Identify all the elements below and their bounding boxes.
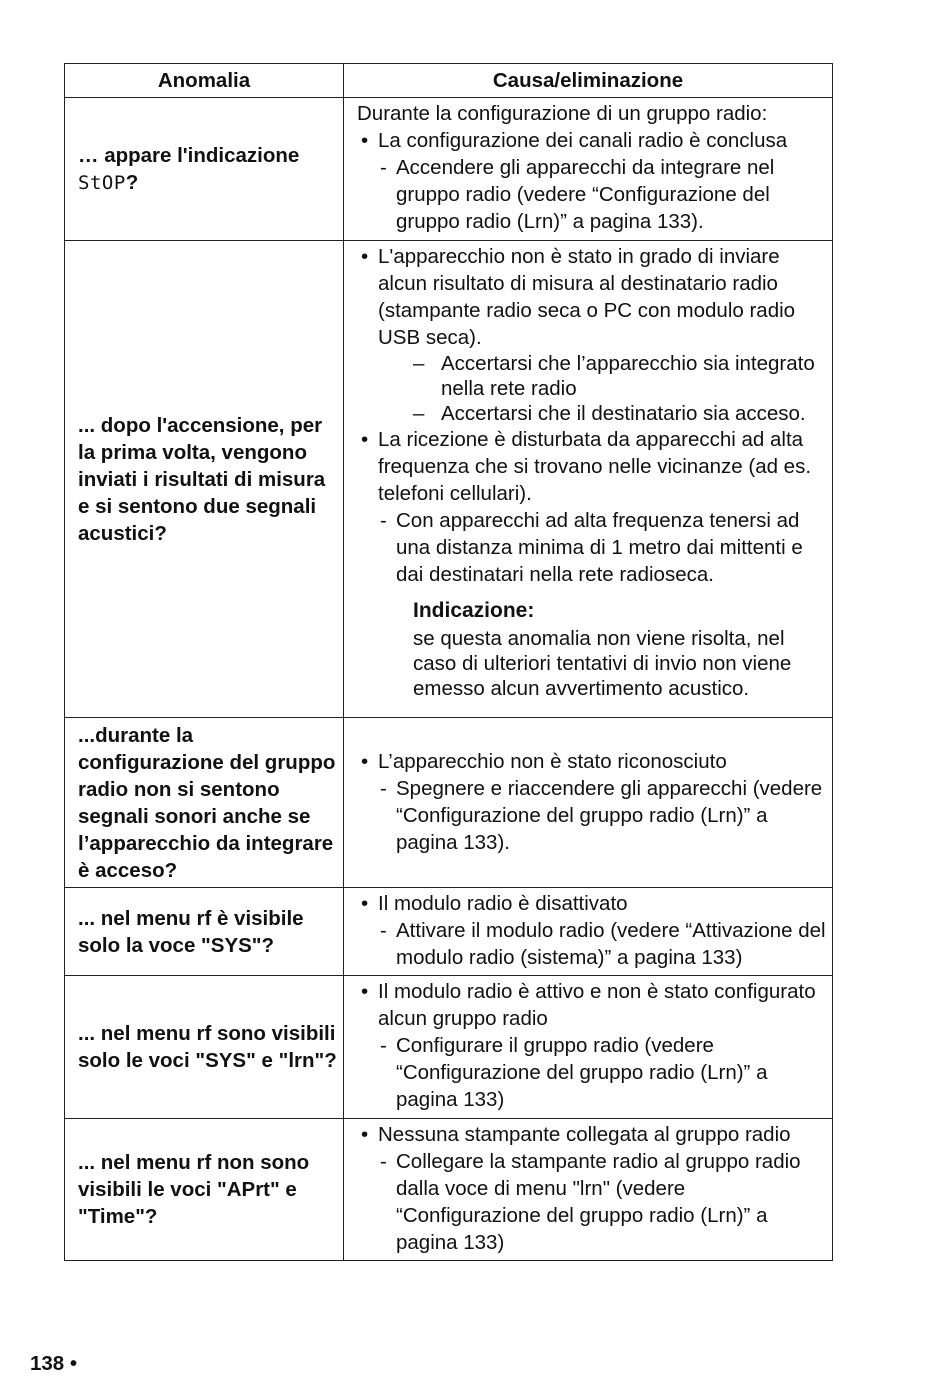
note-block xyxy=(357,596,829,701)
cause-cell xyxy=(344,241,833,718)
remedy-dash: - Spegnere e riaccendere gli apparecchi (vedere “Configurazione del gruppo radio (Lrn)” a pagina 133). xyxy=(357,775,829,856)
cause-bullet: • L'apparecchio non è stato in grado di inviare alcun risultato di misura al destinatario radio (stampante radio seca o PC con modulo radio USB seca). xyxy=(357,243,829,351)
page-number: 138 • xyxy=(30,1352,78,1375)
cause-cell xyxy=(344,98,833,241)
table-row xyxy=(65,98,833,241)
table-row xyxy=(65,888,833,976)
cause-bullet: • L’apparecchio non è stato riconosciuto xyxy=(357,748,829,775)
remedy-dash: - Attivare il modulo radio (vedere “Attivazione del modulo radio (sistema)” a pagina 133) xyxy=(357,917,829,971)
anomaly-text: … appare l'indicazione xyxy=(78,143,300,167)
header-anomalia: Anomalia xyxy=(65,64,344,98)
cause-intro: Durante la configurazione di un gruppo radio: xyxy=(357,102,768,125)
cause-bullet: • La ricezione è disturbata da apparecchi ad alta frequenza che si trovano nelle vicinanze (ad es. telefoni cellulari). xyxy=(357,426,829,507)
remedy-dash: - Configurare il gruppo radio (vedere “Configurazione del gruppo radio (Lrn)” a pagina 133) xyxy=(357,1032,829,1113)
remedy-dash: - Con apparecchi ad alta frequenza tenersi ad una distanza minima di 1 metro dai mittenti e dai destinatari nella rete radioseca. xyxy=(357,507,829,588)
header-causa-eliminazione: Causa/eliminazione xyxy=(344,64,833,98)
anomaly-cell: ... nel menu rf non sono visibili le voci "APrt" e "Time"? xyxy=(65,1119,344,1261)
table-row xyxy=(65,1119,833,1261)
cause-cell xyxy=(344,1119,833,1261)
cause-cell xyxy=(344,718,833,888)
anomaly-cell: ...durante la configurazione del gruppo radio non si sentono segnali sonori anche se l’apparecchio da integrare è acceso? xyxy=(65,718,344,888)
cause-bullet: • Il modulo radio è attivo e non è stato configurato alcun gruppo radio xyxy=(357,978,829,1032)
troubleshooting-table xyxy=(64,63,833,1261)
cause-bullet: • La configurazione dei canali radio è conclusa xyxy=(357,127,829,154)
cause-cell xyxy=(344,888,833,976)
anomaly-display-line xyxy=(78,169,337,197)
remedy-endash: – Accertarsi che il destinatario sia acceso. xyxy=(357,401,829,426)
remedy-dash: - Accendere gli apparecchi da integrare nel gruppo radio (vedere “Configurazione del gruppo radio (Lrn)” a pagina 133). xyxy=(357,154,829,235)
cause-bullet: • Il modulo radio è disattivato xyxy=(357,890,829,917)
remedy-dash: - Collegare la stampante radio al gruppo radio dalla voce di menu "lrn" (vedere “Configurazione del gruppo radio (Lrn)” a pagina 133) xyxy=(357,1148,829,1256)
note-text: se questa anomalia non viene risolta, nel caso di ulteriori tentativi di invio non viene emesso alcun avvertimento acustico. xyxy=(413,627,792,700)
cause-cell xyxy=(344,976,833,1119)
table-row xyxy=(65,241,833,718)
stop-display-code: StOP xyxy=(78,171,126,194)
anomaly-suffix: ? xyxy=(125,170,139,194)
table-header-row xyxy=(65,64,833,98)
note-title: Indicazione: xyxy=(413,599,535,622)
cause-bullet: • Nessuna stampante collegata al gruppo radio xyxy=(357,1121,829,1148)
anomaly-cell: ... nel menu rf è visibile solo la voce "SYS"? xyxy=(65,888,344,976)
remedy-endash: – Accertarsi che l’apparecchio sia integrato nella rete radio xyxy=(357,351,829,401)
anomaly-cell xyxy=(65,98,344,241)
table-row xyxy=(65,976,833,1119)
anomaly-cell: ... nel menu rf sono visibili solo le voci "SYS" e "lrn"? xyxy=(65,976,344,1119)
anomaly-cell: ... dopo l'accensione, per la prima volta, vengono inviati i risultati di misura e si sentono due segnali acustici? xyxy=(65,241,344,718)
table-row xyxy=(65,718,833,888)
